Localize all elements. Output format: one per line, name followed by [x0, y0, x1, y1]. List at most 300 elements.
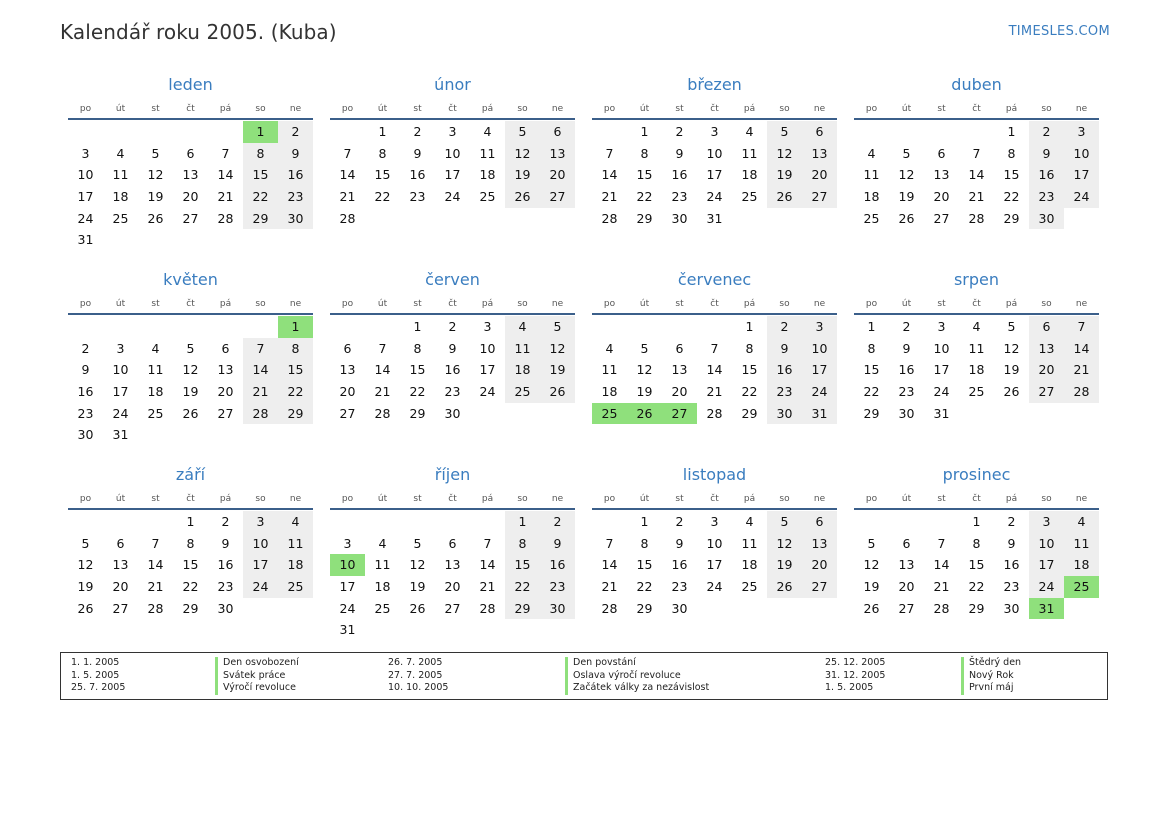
day-cell: 7: [243, 338, 278, 360]
day-cell: 2: [675, 514, 684, 529]
day-cell: 14: [968, 167, 985, 183]
day-cell: 17: [706, 557, 723, 573]
day-cell: 8: [640, 535, 649, 551]
day-cell: 18: [505, 359, 540, 381]
day-cell: 25: [479, 189, 496, 205]
empty-day-cell: [68, 121, 103, 143]
day-cell: 26: [627, 403, 662, 425]
day-cell: 21: [1064, 359, 1099, 381]
month-name: červen: [425, 270, 480, 289]
empty-day-cell: [208, 424, 243, 446]
day-cell: 23: [540, 576, 575, 598]
day-cell: 27: [444, 600, 461, 616]
day-grid: [854, 511, 1099, 619]
day-cell: 24: [444, 189, 461, 205]
month-block: [330, 269, 575, 464]
weekday-label: čt: [448, 494, 457, 504]
day-cell: 15: [968, 557, 985, 573]
empty-day-cell: [330, 121, 365, 143]
year-calendar: [68, 74, 1099, 659]
day-cell: 3: [937, 319, 946, 334]
day-cell: 29: [409, 405, 426, 421]
empty-day-cell: [208, 316, 243, 338]
day-cell: 9: [767, 338, 802, 360]
empty-day-cell: [697, 316, 732, 338]
weekday-label: st: [151, 494, 160, 504]
empty-day-cell: [173, 229, 208, 251]
weekday-header: [592, 490, 837, 508]
empty-day-cell: [173, 121, 208, 143]
month-block: [854, 269, 1099, 464]
day-cell: 17: [339, 579, 356, 595]
empty-day-cell: [435, 511, 470, 533]
day-cell: 3: [483, 319, 492, 334]
day-cell: 3: [81, 145, 90, 161]
day-cell: 22: [278, 381, 313, 403]
day-cell: 27: [802, 576, 837, 598]
empty-day-cell: [662, 316, 697, 338]
weekday-label: čt: [448, 299, 457, 309]
empty-day-cell: [470, 403, 505, 425]
day-cell: 24: [802, 381, 837, 403]
day-cell: 17: [479, 362, 496, 378]
day-cell: 20: [444, 579, 461, 595]
empty-day-cell: [959, 403, 994, 425]
day-cell: 29: [1003, 210, 1020, 226]
day-cell: 4: [745, 514, 754, 529]
day-cell: 20: [802, 554, 837, 576]
month-name: červenec: [677, 270, 752, 289]
day-cell: 15: [243, 164, 278, 186]
weekday-header: [854, 295, 1099, 313]
day-cell: 8: [505, 533, 540, 555]
empty-day-cell: [68, 511, 103, 533]
day-cell: 13: [217, 362, 234, 378]
empty-day-cell: [854, 121, 889, 143]
empty-day-cell: [138, 424, 173, 446]
day-cell: 12: [636, 362, 653, 378]
day-cell: 24: [706, 189, 723, 205]
day-cell: 22: [636, 189, 653, 205]
day-cell: 9: [1007, 535, 1016, 551]
day-cell: 16: [217, 557, 234, 573]
weekday-header: [68, 295, 313, 313]
day-cell: 14: [374, 362, 391, 378]
day-cell: 27: [217, 405, 234, 421]
day-cell: 2: [278, 121, 313, 143]
month-name: září: [175, 465, 206, 484]
day-cell: 10: [330, 554, 365, 576]
day-cell: 13: [802, 143, 837, 165]
day-cell: 1: [640, 124, 649, 139]
day-cell: 9: [221, 535, 230, 551]
day-cell: 17: [1029, 554, 1064, 576]
weekday-label: so: [517, 104, 528, 114]
brand-link[interactable]: TIMESLES.COM: [1008, 24, 1110, 39]
header-rule: [592, 118, 837, 120]
day-cell: 9: [1029, 143, 1064, 165]
day-cell: 30: [217, 600, 234, 616]
day-cell: 13: [671, 362, 688, 378]
weekday-label: so: [1041, 104, 1052, 114]
weekday-label: so: [255, 299, 266, 309]
day-cell: 16: [444, 362, 461, 378]
day-cell: 27: [898, 600, 915, 616]
empty-day-cell: [889, 121, 924, 143]
weekday-label: st: [413, 299, 422, 309]
weekday-label: so: [1041, 299, 1052, 309]
day-cell: 18: [147, 384, 164, 400]
month-block: [592, 269, 837, 464]
legend-dates: [388, 657, 448, 695]
weekday-label: so: [517, 494, 528, 504]
day-cell: 15: [505, 554, 540, 576]
day-grid: [330, 511, 575, 641]
weekday-label: pá: [481, 104, 494, 114]
day-cell: 31: [112, 427, 129, 443]
day-cell: 15: [863, 362, 880, 378]
day-cell: 17: [77, 189, 94, 205]
empty-day-cell: [732, 598, 767, 620]
header-rule: [854, 508, 1099, 510]
day-cell: 25: [592, 403, 627, 425]
weekday-label: pá: [1005, 299, 1018, 309]
day-cell: 1: [867, 319, 876, 334]
empty-day-cell: [767, 598, 802, 620]
weekday-label: ne: [813, 494, 826, 504]
day-cell: 18: [374, 579, 391, 595]
day-cell: 11: [741, 145, 758, 161]
day-cell: 30: [671, 600, 688, 616]
day-cell: 21: [706, 384, 723, 400]
day-cell: 19: [767, 164, 802, 186]
day-cell: 29: [863, 405, 880, 421]
empty-day-cell: [243, 598, 278, 620]
day-cell: 12: [77, 557, 94, 573]
day-cell: 3: [448, 124, 457, 139]
empty-day-cell: [400, 619, 435, 641]
empty-day-cell: [365, 619, 400, 641]
day-grid: [592, 121, 837, 229]
empty-day-cell: [278, 424, 313, 446]
day-cell: 18: [479, 167, 496, 183]
day-cell: 15: [374, 167, 391, 183]
empty-day-cell: [505, 619, 540, 641]
day-cell: 26: [540, 381, 575, 403]
weekday-label: so: [517, 299, 528, 309]
day-cell: 4: [151, 340, 160, 356]
day-cell: 21: [968, 189, 985, 205]
empty-day-cell: [173, 316, 208, 338]
day-cell: 6: [675, 340, 684, 356]
day-cell: 21: [933, 579, 950, 595]
day-cell: 18: [278, 554, 313, 576]
day-cell: 26: [182, 405, 199, 421]
day-cell: 2: [675, 124, 684, 139]
day-cell: 14: [217, 167, 234, 183]
day-cell: 2: [540, 511, 575, 533]
day-cell: 28: [933, 600, 950, 616]
weekday-label: út: [901, 104, 912, 114]
day-cell: 10: [933, 340, 950, 356]
weekday-label: so: [255, 104, 266, 114]
day-cell: 21: [339, 189, 356, 205]
day-cell: 22: [968, 579, 985, 595]
day-cell: 24: [339, 600, 356, 616]
day-cell: 25: [741, 579, 758, 595]
weekday-label: pá: [743, 104, 756, 114]
day-cell: 12: [182, 362, 199, 378]
weekday-label: st: [675, 494, 684, 504]
day-cell: 5: [767, 511, 802, 533]
day-cell: 26: [77, 600, 94, 616]
weekday-label: čt: [972, 494, 981, 504]
day-cell: 2: [1007, 514, 1016, 529]
day-cell: 22: [409, 384, 426, 400]
weekday-label: st: [937, 494, 946, 504]
day-cell: 30: [671, 210, 688, 226]
weekday-header: [330, 295, 575, 313]
day-cell: 20: [112, 579, 129, 595]
month-block: [330, 74, 575, 269]
day-cell: 26: [147, 210, 164, 226]
weekday-label: po: [603, 494, 616, 504]
empty-day-cell: [103, 316, 138, 338]
month-name: leden: [168, 75, 213, 94]
day-cell: 4: [867, 145, 876, 161]
day-cell: 31: [77, 232, 94, 248]
day-cell: 22: [741, 384, 758, 400]
empty-day-cell: [1029, 403, 1064, 425]
header-rule: [68, 118, 313, 120]
day-cell: 13: [1029, 338, 1064, 360]
day-cell: 19: [182, 384, 199, 400]
day-cell: 17: [706, 167, 723, 183]
weekday-label: út: [115, 494, 126, 504]
day-cell: 7: [343, 145, 352, 161]
day-cell: 11: [968, 340, 985, 356]
empty-day-cell: [103, 121, 138, 143]
day-cell: 8: [378, 145, 387, 161]
day-cell: 2: [413, 124, 422, 139]
day-cell: 26: [505, 186, 540, 208]
day-cell: 31: [802, 403, 837, 425]
empty-day-cell: [627, 316, 662, 338]
day-cell: 8: [186, 535, 195, 551]
day-cell: 27: [339, 405, 356, 421]
day-cell: 11: [374, 557, 391, 573]
day-cell: 20: [671, 384, 688, 400]
weekday-label: čt: [186, 494, 195, 504]
weekday-label: ne: [289, 104, 302, 114]
day-cell: 28: [339, 210, 356, 226]
weekday-label: ne: [1075, 104, 1088, 114]
day-cell: 19: [863, 579, 880, 595]
day-cell: 15: [1003, 167, 1020, 183]
legend-dates: [825, 657, 885, 695]
day-cell: 4: [1064, 511, 1099, 533]
day-cell: 26: [898, 210, 915, 226]
day-cell: 1: [378, 124, 387, 139]
day-cell: 23: [444, 384, 461, 400]
day-cell: 20: [217, 384, 234, 400]
day-cell: 30: [1029, 208, 1064, 230]
day-cell: 12: [767, 533, 802, 555]
day-cell: 24: [112, 405, 129, 421]
day-cell: 11: [479, 145, 496, 161]
day-cell: 24: [77, 210, 94, 226]
legend-names: [215, 657, 299, 695]
day-cell: 21: [217, 189, 234, 205]
empty-day-cell: [365, 208, 400, 230]
month-block: [68, 74, 313, 269]
day-cell: 20: [339, 384, 356, 400]
day-cell: 25: [374, 600, 391, 616]
day-cell: 25: [112, 210, 129, 226]
day-cell: 31: [1029, 598, 1064, 620]
day-grid: [592, 316, 837, 424]
empty-day-cell: [924, 511, 959, 533]
day-cell: 11: [505, 338, 540, 360]
legend-dates: [71, 657, 125, 695]
day-cell: 14: [1064, 338, 1099, 360]
day-cell: 13: [933, 167, 950, 183]
day-cell: 6: [540, 121, 575, 143]
weekday-label: pá: [481, 494, 494, 504]
empty-day-cell: [732, 208, 767, 230]
day-cell: 30: [1003, 600, 1020, 616]
empty-day-cell: [103, 511, 138, 533]
day-cell: 7: [151, 535, 160, 551]
day-cell: 27: [662, 403, 697, 425]
day-cell: 15: [182, 557, 199, 573]
empty-day-cell: [208, 229, 243, 251]
day-cell: 2: [81, 340, 90, 356]
day-cell: 31: [339, 622, 356, 638]
day-cell: 10: [802, 338, 837, 360]
day-cell: 9: [448, 340, 457, 356]
weekday-label: út: [377, 104, 388, 114]
empty-day-cell: [802, 598, 837, 620]
empty-day-cell: [889, 511, 924, 533]
weekday-label: pá: [743, 494, 756, 504]
day-cell: 6: [802, 511, 837, 533]
day-cell: 18: [112, 189, 129, 205]
day-grid: [592, 511, 837, 619]
day-cell: 9: [81, 362, 90, 378]
weekday-label: út: [377, 494, 388, 504]
day-cell: 21: [243, 381, 278, 403]
weekday-label: so: [779, 299, 790, 309]
legend-date: 26. 7. 2005: [388, 657, 443, 668]
day-cell: 14: [479, 557, 496, 573]
legend-date: 25. 12. 2005: [825, 657, 886, 668]
day-cell: 8: [640, 145, 649, 161]
weekday-header: [330, 490, 575, 508]
weekday-label: ne: [1075, 299, 1088, 309]
day-cell: 2: [767, 316, 802, 338]
day-cell: 29: [636, 600, 653, 616]
day-cell: 25: [1064, 576, 1099, 598]
legend-holiday-name: Oslava výročí revoluce: [565, 670, 709, 683]
day-cell: 30: [767, 403, 802, 425]
weekday-label: po: [865, 104, 878, 114]
weekday-label: so: [779, 104, 790, 114]
header-rule: [854, 313, 1099, 315]
weekday-label: so: [779, 494, 790, 504]
day-cell: 7: [378, 340, 387, 356]
day-cell: 18: [741, 557, 758, 573]
day-cell: 16: [671, 557, 688, 573]
day-cell: 11: [863, 167, 880, 183]
day-cell: 10: [706, 535, 723, 551]
empty-day-cell: [173, 424, 208, 446]
day-cell: 28: [706, 405, 723, 421]
day-cell: 26: [409, 600, 426, 616]
weekday-header: [68, 490, 313, 508]
day-cell: 1: [278, 316, 313, 338]
header-rule: [854, 118, 1099, 120]
day-cell: 23: [898, 384, 915, 400]
day-cell: 17: [112, 384, 129, 400]
day-cell: 18: [863, 189, 880, 205]
day-cell: 24: [243, 576, 278, 598]
legend-holiday-name: Začátek války za nezávislost: [565, 682, 709, 695]
day-cell: 22: [182, 579, 199, 595]
day-cell: 14: [601, 557, 618, 573]
day-cell: 23: [671, 189, 688, 205]
day-cell: 23: [409, 189, 426, 205]
legend-names: [565, 657, 709, 695]
day-cell: 27: [802, 186, 837, 208]
empty-day-cell: [540, 403, 575, 425]
day-cell: 1: [972, 514, 981, 529]
day-cell: 6: [1029, 316, 1064, 338]
day-cell: 17: [933, 362, 950, 378]
day-cell: 29: [243, 208, 278, 230]
day-cell: 10: [112, 362, 129, 378]
day-cell: 8: [972, 535, 981, 551]
day-cell: 23: [77, 405, 94, 421]
day-cell: 13: [802, 533, 837, 555]
empty-day-cell: [243, 424, 278, 446]
day-cell: 3: [710, 124, 719, 139]
weekday-label: ne: [813, 299, 826, 309]
day-cell: 30: [540, 598, 575, 620]
day-cell: 6: [448, 535, 457, 551]
empty-day-cell: [1064, 208, 1099, 230]
day-cell: 23: [767, 381, 802, 403]
weekday-label: st: [151, 104, 160, 114]
day-cell: 22: [374, 189, 391, 205]
weekday-label: ne: [551, 104, 564, 114]
day-cell: 21: [479, 579, 496, 595]
weekday-label: ne: [813, 104, 826, 114]
day-cell: 5: [505, 121, 540, 143]
empty-day-cell: [994, 403, 1029, 425]
weekday-label: ne: [289, 299, 302, 309]
day-cell: 16: [898, 362, 915, 378]
day-cell: 3: [710, 514, 719, 529]
day-cell: 5: [640, 340, 649, 356]
day-cell: 1: [505, 511, 540, 533]
month-block: [68, 464, 313, 659]
empty-day-cell: [505, 403, 540, 425]
day-cell: 14: [147, 557, 164, 573]
day-cell: 6: [221, 340, 230, 356]
day-cell: 28: [479, 600, 496, 616]
month-block: [854, 464, 1099, 659]
